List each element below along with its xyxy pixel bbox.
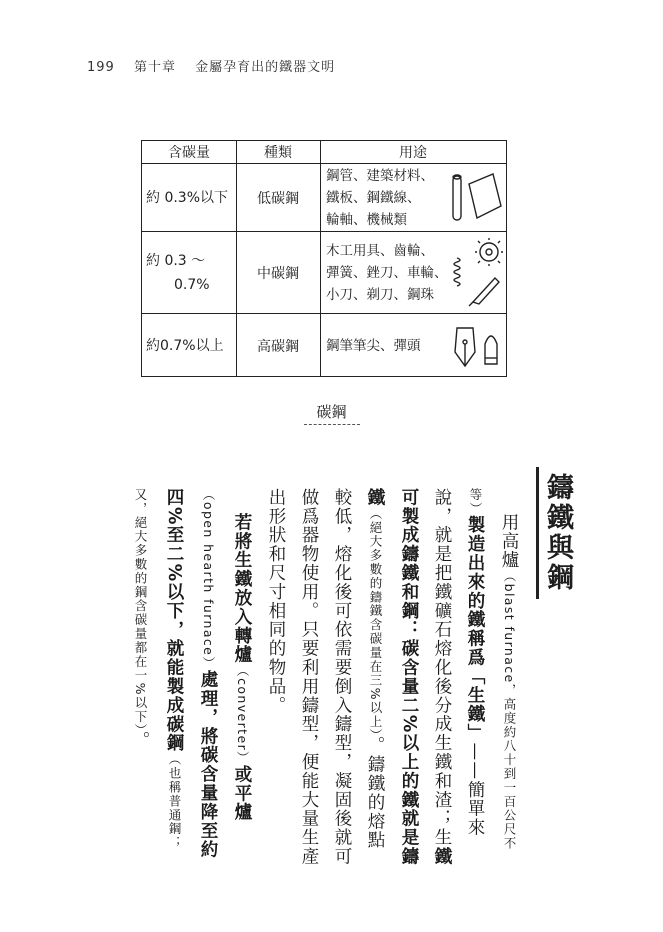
text-run: 若將生鐵放入轉爐 — [232, 512, 252, 664]
table-caption: 碳鋼 — [316, 403, 347, 421]
pipe-and-sheet-icon — [448, 164, 506, 232]
chapter-title: 金屬孕育出的鐵器文明 — [195, 60, 336, 75]
page-number: 199 — [87, 60, 115, 75]
text-run: （blast furnace，高度約八十到一百公尺不等） — [468, 488, 517, 850]
table-header-row — [142, 141, 506, 163]
carbon-amount: 約 0.3%以下 — [146, 190, 229, 206]
paragraph-cast-iron — [259, 488, 526, 868]
steel-uses: 木工用具、齒輪、 彈簧、銼刀、車輪、 小刀、剃刀、鋼珠 — [326, 243, 448, 303]
body-text — [123, 488, 526, 868]
text-run: （converter） — [235, 663, 250, 765]
text-run: （open hearth furnace） — [201, 488, 216, 671]
header-carbon-content: 含碳量 — [168, 145, 210, 161]
text-run: （也稱普通鋼；又，絕大多數的鋼含碳量都在一%以下） — [133, 488, 182, 850]
carbon-steel-table — [141, 140, 507, 377]
table-row — [142, 231, 506, 314]
text-run: （絕大多數的鑄鐵含碳量在三%以上） — [368, 506, 383, 737]
text-run: 處理，將碳含量降至約四%至二%以下，就能製成碳鋼 — [164, 488, 218, 860]
text-run: 。鑄鐵的熔點較低，熔化後可依需要倒入鑄型，凝固後就可做爲器物使用。只要利用鑄型，便能大量生產出形狀和尺寸相同的物品。 — [266, 488, 385, 866]
table-row — [142, 313, 506, 377]
paragraph-carbon-steel — [123, 488, 259, 868]
text-run: ——簡單來說，就是把鐵礦石熔化後分成生鐵和渣；生 — [432, 488, 485, 848]
header-use: 用途 — [399, 145, 427, 161]
header-type: 種類 — [264, 145, 292, 161]
text-run: 用高爐 — [499, 512, 519, 570]
steel-type: 低碳鋼 — [257, 191, 299, 207]
section-title: 鑄鐵與鋼 — [536, 467, 575, 599]
caption-underline — [304, 424, 360, 425]
text-run: 或平爐 — [232, 764, 252, 822]
text-run: 鐵可製成鑄鐵和鋼：碳含量二%以上的鐵就是鑄鐵 — [365, 488, 452, 867]
carbon-amount: 約0.7%以上 — [146, 337, 224, 354]
table-row — [142, 163, 506, 232]
pen-nib-bullet-icon — [448, 314, 506, 377]
steel-type: 高碳鋼 — [257, 338, 299, 355]
running-head — [87, 56, 349, 75]
gear-spring-knife-icon — [448, 232, 506, 314]
text-run: 製造出來的鐵稱爲「生鐵」 — [465, 515, 485, 743]
carbon-amount: 約 0.3 ～ 0.7% — [146, 253, 210, 293]
steel-uses: 鋼管、建築材料、 鐵板、鋼鐵線、 輪軸、機械類 — [326, 168, 434, 228]
steel-uses: 鋼筆筆尖、彈頭 — [326, 337, 421, 354]
chapter-label: 第十章 — [133, 60, 176, 75]
text-run: 。 — [130, 731, 150, 751]
steel-type: 中碳鋼 — [257, 266, 299, 282]
